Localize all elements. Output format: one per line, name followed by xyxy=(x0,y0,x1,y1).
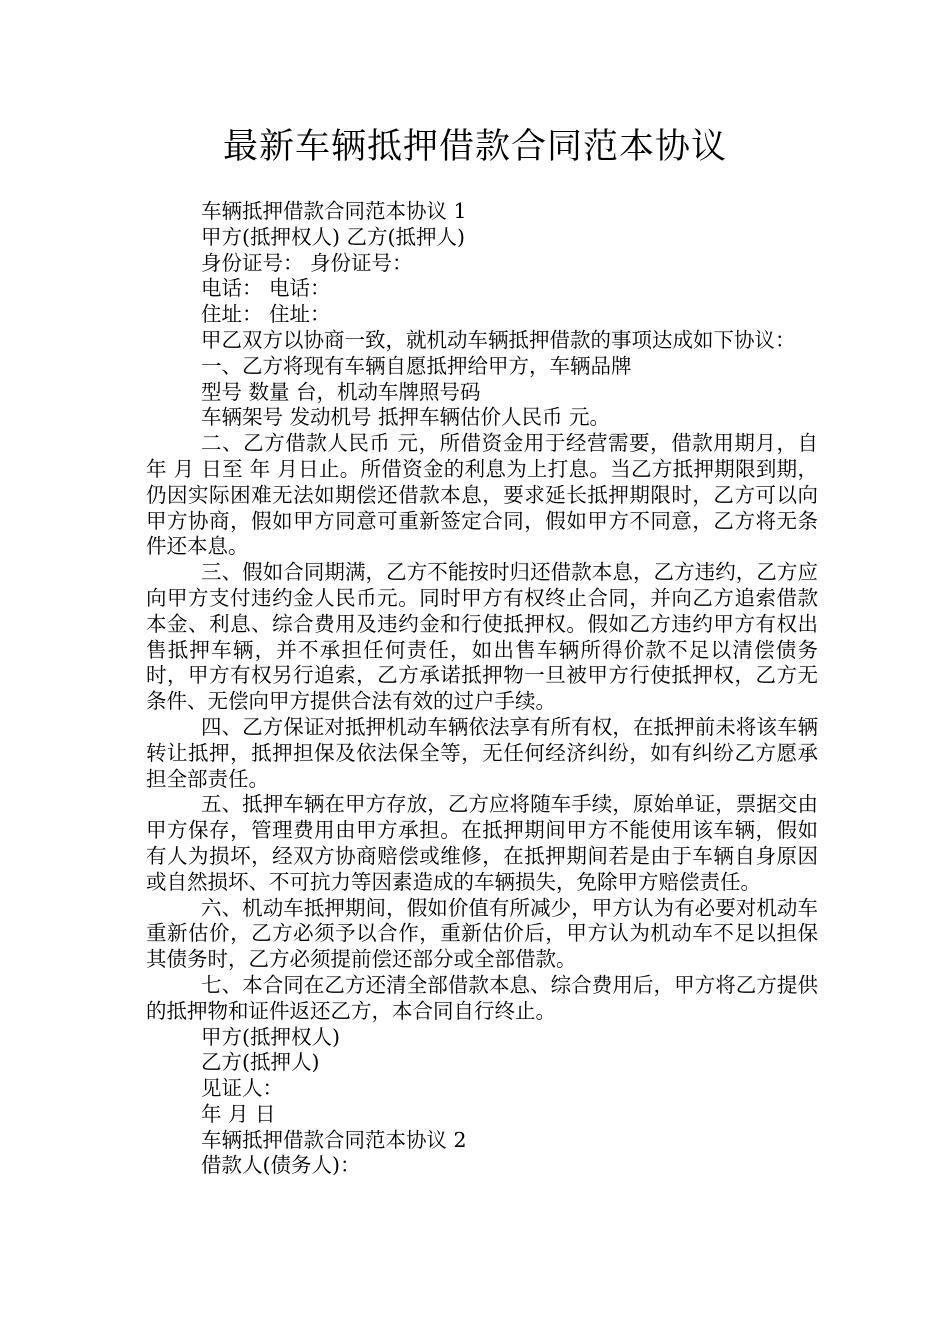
section-heading-1: 车辆抵押借款合同范本协议 1 xyxy=(201,199,467,223)
clause-4-paragraph: 四、乙方保证对抵押机动车辆依法享有所有权，在抵押前未将该车辆转让抵押，抵押担保及依法保全等，无任何经济纠纷，如有纠纷乙方愿承担全部责任。 xyxy=(146,714,818,791)
party-line: 甲方(抵押权人) 乙方(抵押人) xyxy=(201,224,466,249)
date-line: 年 月 日 xyxy=(201,1101,276,1126)
clause-1-line-1: 一、乙方将现有车辆自愿抵押给甲方，车辆品牌 xyxy=(201,353,632,378)
document-title: 最新车辆抵押借款合同范本协议 xyxy=(222,127,727,167)
intro-paragraph: 甲乙双方以协商一致，就机动车辆抵押借款的事项达成如下协议： xyxy=(201,327,796,352)
phone-line: 电话： 电话： xyxy=(201,276,331,301)
borrower-line: 借款人(债务人)： xyxy=(201,1153,361,1178)
clause-6-paragraph: 六、机动车抵押期间，假如价值有所减少，甲方认为有必要对机动车重新估价，乙方必须予以合作，重新估价后，甲方认为机动车不足以担保其债务时，乙方必须提前偿还部分或全部借款。 xyxy=(146,895,818,972)
clause-5-paragraph: 五、抵押车辆在甲方存放，乙方应将随车手续，原始单证，票据交由甲方保存，管理费用由甲方承担。在抵押期间甲方不能使用该车辆，假如有人为损坏，经双方协商赔偿或维修，在抵押期间若是由于车辆自身原因或自然损坏、不可抗力等因素造成的车辆损失，免除甲方赔偿责任。 xyxy=(146,792,818,894)
signature-party-b: 乙方(抵押人) xyxy=(201,1050,320,1075)
signature-party-a: 甲方(抵押权人) xyxy=(201,1024,340,1049)
document-body xyxy=(146,199,818,1179)
clause-2-paragraph: 二、乙方借款人民币 元，所借资金用于经营需要，借款用期月，自 年 月 日至 年 月日止。所借资金的利息为上打息。当乙方抵押期限到期，仍因实际困难无法如期偿还借款本息，要求延长抵押期限时，乙方可以向甲方协商，假如甲方同意可重新签定合同，假如甲方不同意，乙方将无条件还本息。 xyxy=(146,431,818,559)
id-number-line: 身份证号： 身份证号： xyxy=(201,250,413,275)
clause-3-paragraph: 三、假如合同期满，乙方不能按时归还借款本息，乙方违约，乙方应向甲方支付违约金人民币元。同时甲方有权终止合同，并向乙方追索借款本金、利息、综合费用及违约金和行使抵押权。假如乙方违约甲方有权出售抵押车辆，并不承担任何责任，如出售车辆所得价款不足以清偿债务时，甲方有权另行追索，乙方承诺抵押物一旦被甲方行使抵押权，乙方无条件、无偿向甲方提供合法有效的过户手续。 xyxy=(146,560,818,714)
clause-7-paragraph: 七、本合同在乙方还清全部借款本息、综合费用后，甲方将乙方提供的抵押物和证件返还乙方，本合同自行终止。 xyxy=(146,972,818,1023)
section-heading-2: 车辆抵押借款合同范本协议 2 xyxy=(201,1127,467,1152)
clause-1-line-2: 型号 数量 台，机动车牌照号码 xyxy=(201,379,481,404)
address-line: 住址： 住址： xyxy=(201,302,331,327)
clause-1-line-3: 车辆架号 发动机号 抵押车辆估价人民币 元。 xyxy=(201,405,611,430)
witness-line: 见证人： xyxy=(201,1076,283,1101)
